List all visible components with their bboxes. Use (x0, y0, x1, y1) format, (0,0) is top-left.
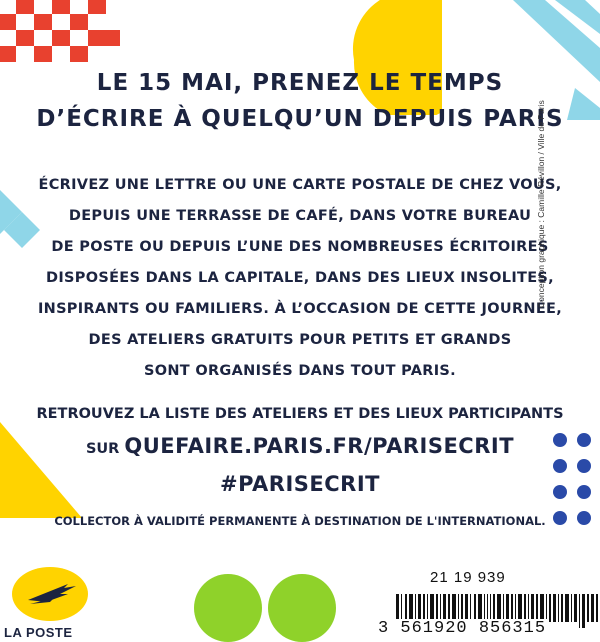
blue-stripes-decoration (455, 0, 600, 120)
green-circles-decoration (192, 568, 342, 642)
la-poste-logo (0, 566, 100, 642)
reference-number: 21 19 939 (430, 569, 506, 586)
body-line: INSPIRANTS OU FAMILIERS. À L’OCCASION DE CETTE JOURNÉE, (37, 301, 563, 317)
hashtag: #PARISECRIT (220, 472, 380, 496)
cta-url: QUEFAIRE.PARIS.FR/PARISECRIT (124, 434, 515, 458)
body-line: DE POSTE OU DEPUIS L’UNE DES NOMBREUSES ÉCRITOIRES (51, 239, 549, 255)
red-checker-decoration (0, 0, 130, 64)
design-credit: Conception graphique : Camille Révillon / Ville de Paris (536, 100, 546, 308)
body-line: SONT ORGANISÉS DANS TOUT PARIS. (144, 363, 456, 379)
body-line: DISPOSÉES DANS LA CAPITALE, DANS DES LIEUX INSOLITES, (46, 270, 554, 286)
body-line: DEPUIS UNE TERRASSE DE CAFÉ, DANS VOTRE BUREAU (68, 208, 532, 224)
cta-url-prefix: SUR (85, 441, 125, 457)
yellow-half-circle-decoration (350, 0, 450, 115)
cta-line: RETROUVEZ LA LISTE DES ATELIERS ET DES LIEUX PARTICIPANTS (36, 406, 564, 422)
body-line: DES ATELIERS GRATUITS POUR PETITS ET GRANDS (88, 332, 512, 348)
la-poste-label: LA POSTE (4, 625, 73, 640)
cta-url-line (0, 434, 600, 458)
barcode-number: 3 561920 856315 (378, 619, 547, 638)
collector-note: COLLECTOR À VALIDITÉ PERMANENTE À DESTINATION DE L'INTERNATIONAL. (54, 514, 546, 528)
la-poste-bird-icon (10, 566, 90, 624)
body-line: ÉCRIVEZ UNE LETTRE OU UNE CARTE POSTALE DE CHEZ VOUS, (38, 177, 562, 193)
title-line-2: D’ÉCRIRE À QUELQU’UN DEPUIS PARIS (36, 106, 564, 132)
title-line-1: LE 15 MAI, PRENEZ LE TEMPS (96, 70, 504, 96)
